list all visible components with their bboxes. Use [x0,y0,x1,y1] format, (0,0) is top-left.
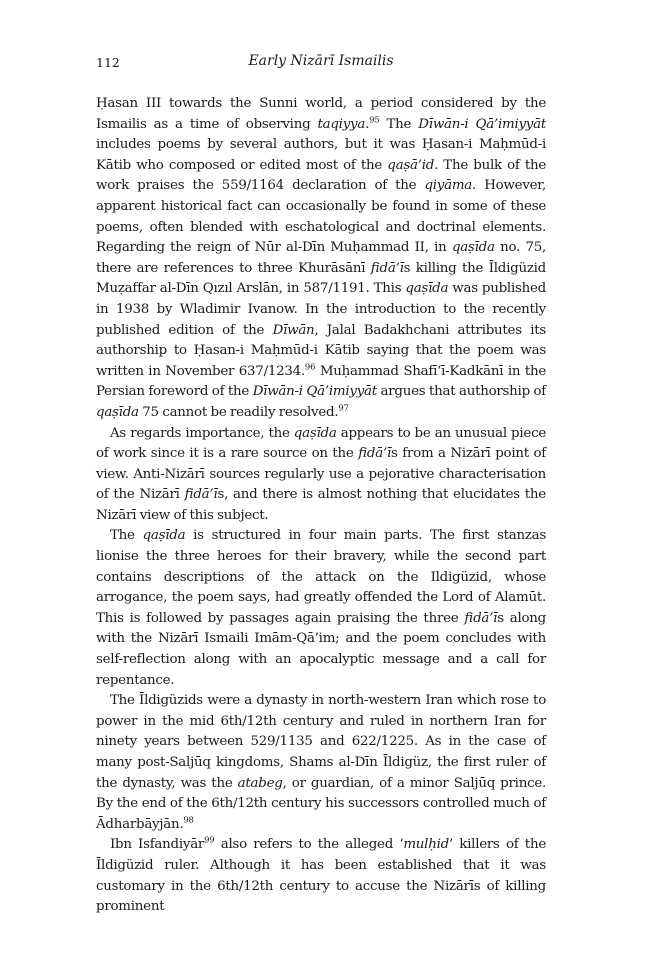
italic-term: qaṣīda [293,425,337,441]
text-run: s, and there is almost nothing that elucidates the Nizārī view of this subject. [96,487,546,523]
paragraph [96,526,546,691]
text-run: . However, apparent historical fact can occasionally be found in some of these poems, often blended with eschatological and doctrinal elements. Regarding the reign of Nūr al-Dīn Muḥammad II, in [96,178,546,256]
italic-term: fidā’ī [464,610,498,626]
italic-term: Dīwān [272,322,315,338]
text-run: As regards importance, the [110,425,294,441]
italic-term: fidā’ī [370,260,404,276]
italic-term: qaṣīda [405,281,449,297]
text-run: Ibn Isfandiyār [110,837,205,853]
text-run: s killing the Īldigüzid Muẓaffar al-Dīn Qızıl Arslān, in 587/1191. This [96,260,547,297]
italic-term: qaṣā’id [387,157,435,173]
italic-term: qiyāma [424,178,473,194]
italic-term: qaṣīda [451,240,495,256]
italic-term: Dīwān-i Qā’imiyyāt [418,116,546,132]
italic-term: Dīwān-i Qā’imiyyāt [252,384,377,400]
body-text [96,94,546,918]
footnote-marker: 97 [338,403,349,414]
page-number: 112 [96,55,120,70]
text-run: The [379,116,419,132]
paragraph [96,835,546,917]
text-run: , Jalal Badakhchani attributes its authorship to Ḥasan-i Maḥmūd-i Kātib saying that the poem was written in November 637/1234. [96,322,546,379]
text-run: The [110,528,143,544]
text-run: , or guardian, of a minor Saljūq prince. By the end of the 6th/12th century his successors controlled much of Ādharbāyjān. [96,775,546,832]
text-run: also refers to the alleged ‘ [214,837,404,853]
italic-term: qaṣīda [96,404,139,420]
footnote-marker: 98 [183,815,194,826]
italic-term: mulḥid [403,837,449,853]
italic-term: fidā’ī [184,487,218,503]
text-run: s along with the Nizārī Ismaili Imām-Qā’im; and the poem concludes with self-reflection along with an apocalyptic message and a call for repentance. [96,610,546,688]
text-run: 75 cannot be readily resolved. [138,404,339,420]
text-run: Ḥasan III towards the Sunni world, a period considered by the Ismailis as a time of observing [96,96,546,132]
paragraph [96,424,546,527]
footnote-marker: 99 [204,835,215,846]
running-title: Early Nizārī Ismailis [248,53,394,69]
text-run: ’ killers of the Īldigüzid ruler. Although it has been established that it was customary in the 6th/12th century to accuse the Nizārīs of killing prominent [96,837,546,915]
text-run: s from a Nizārī point of view. Anti-Nizārī sources regularly use a pejorative characterisation of the Nizārī [96,446,546,503]
italic-term: fidā’ī [358,446,392,462]
italic-term: atabeg [237,775,283,791]
footnote-marker: 95 [369,115,380,126]
text-run: Muḥammad Shafī‘ī-Kadkānī in the Persian foreword of the [96,363,547,400]
text-run: no. 75, there are references to three Khurāsānī [96,240,547,276]
italic-term: taqiyya [317,116,366,132]
text-run: The Īldigüzids were a dynasty in north-western Iran which rose to power in the mid 6th/12th century and ruled in northern Iran for ninety years between 529/1135 and 622/1225. As in the case of many post-Saljūq kingdoms, Shams al-Dīn Īldigüz, the first ruler of the dynasty, was the [96,693,546,791]
italic-term: qaṣīda [142,528,186,544]
footnote-marker: 96 [304,362,316,373]
paragraph [96,94,546,424]
text-run: . The bulk of the work praises the 559/1164 declaration of the [96,157,546,194]
text-run: was published in 1938 by Wladimir Ivanow. In the introduction to the recently published edition of the [96,281,546,338]
text-run: is structured in four main parts. The first stanzas lionise the three heroes for their bravery, while the second part contains descriptions of the attack on the Ildigüzid, whose arrogance, the poem says, had greatly offended the Lord of Alamūt. This is followed by passages again praising the three [96,528,546,626]
running-head [96,53,546,75]
text-run: . [365,116,370,132]
text-run: appears to be an unusual piece of work since it is a rare source on the [96,425,546,462]
text-run: includes poems by several authors, but it was Ḥasan-i Maḥmūd-i Kātib who composed or edited most of the [96,137,546,173]
text-run: argues that authorship of [376,384,547,400]
paragraph [96,691,546,835]
